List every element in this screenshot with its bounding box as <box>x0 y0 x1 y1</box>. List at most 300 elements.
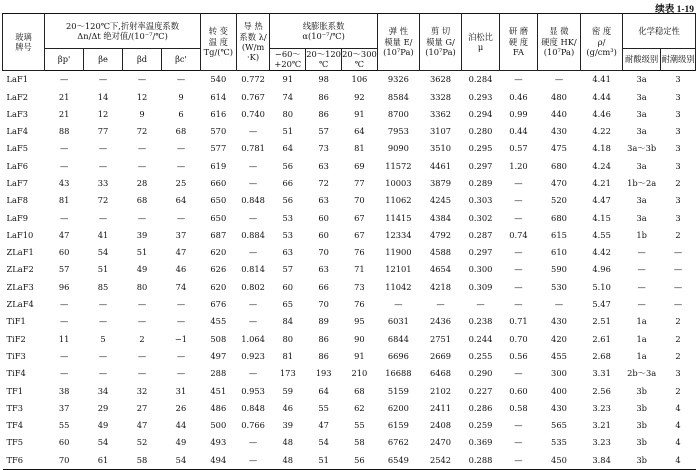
cell-density: 4.46 <box>592 108 611 119</box>
cell-tg: 493 <box>210 437 227 448</box>
cell-beta-d: 28 <box>136 178 148 188</box>
cell-beta-c: — <box>176 350 186 361</box>
cell-micro-hardness: 480 <box>551 91 567 102</box>
col-acid-grade: 耐酸级别 <box>623 49 661 71</box>
cell-beta-c: 26 <box>175 402 187 413</box>
cell-shear-modulus: 6468 <box>429 368 452 379</box>
cell-grade: LaF7 <box>6 178 28 188</box>
cell-humidity-grade: 3 <box>675 126 681 137</box>
cell-alpha-mid: 60 <box>318 212 329 223</box>
cell-shear-modulus: 2102 <box>429 385 452 396</box>
col-poisson: 泊松比 μ <box>462 14 500 71</box>
cell-alpha-low: 46 <box>282 402 294 413</box>
cell-elastic-modulus: 6762 <box>387 437 409 448</box>
cell-shear-modulus: 2470 <box>429 437 452 448</box>
cell-beta-e: — <box>98 212 108 223</box>
table-row <box>3 192 696 209</box>
cell-humidity-grade: 3 <box>675 91 681 102</box>
cell-alpha-mid: 72 <box>318 178 329 188</box>
cell-elastic-modulus: — <box>394 299 403 310</box>
cell-lambda: 0.781 <box>241 143 265 154</box>
cell-beta-p: 55 <box>58 420 70 431</box>
cell-alpha-mid: 60 <box>318 229 329 240</box>
cell-acid-grade: 1a <box>636 350 647 361</box>
cell-beta-e: — <box>98 368 108 379</box>
table-row <box>3 105 696 122</box>
cell-micro-hardness: 530 <box>551 281 567 292</box>
cell-beta-p: 70 <box>45 451 84 469</box>
cell-lambda: 1.064 <box>241 333 265 344</box>
cell-tg: 577 <box>210 143 227 154</box>
cell-beta-p: 43 <box>58 178 70 188</box>
cell-tg: 626 <box>210 264 227 275</box>
cell-beta-p: — <box>59 350 69 361</box>
cell-poisson: 0.286 <box>468 402 493 413</box>
cell-shear-modulus: 2669 <box>429 350 452 361</box>
cell-beta-p: — <box>59 212 69 223</box>
cell-alpha-high: 67 <box>354 229 365 240</box>
cell-beta-c: 9 <box>178 91 184 102</box>
cell-poisson: 0.288 <box>462 451 500 469</box>
cell-alpha-mid: 47 <box>318 420 329 431</box>
cell-abrasion-hardness: 0.71 <box>509 316 528 327</box>
cell-beta-c: 31 <box>175 385 187 396</box>
cell-alpha-mid: 57 <box>318 126 329 137</box>
cell-beta-e: — <box>98 160 108 171</box>
cell-beta-d: 80 <box>136 281 148 292</box>
cell-tg: 570 <box>210 126 227 137</box>
cell-beta-e: — <box>98 299 108 310</box>
col-elastic-modulus: 弹 性 模量 E/ (10⁷Pa) <box>377 14 419 71</box>
col-shear-modulus: 剪 切 模量 G/ (10⁷Pa) <box>419 14 461 71</box>
cell-micro-hardness: 565 <box>551 420 567 431</box>
cell-shear-modulus: 4384 <box>429 212 452 223</box>
cell-grade: LaF2 <box>6 91 28 102</box>
cell-alpha-high: 106 <box>351 74 368 85</box>
cell-micro-hardness: — <box>554 299 564 310</box>
cell-alpha-high: 91 <box>354 108 365 119</box>
cell-alpha-mid: 55 <box>318 402 329 413</box>
cell-beta-c: 68 <box>175 126 187 137</box>
cell-density: 5.47 <box>592 299 611 310</box>
cell-grade: TiF4 <box>6 368 26 379</box>
cell-poisson: 0.280 <box>468 126 493 137</box>
cell-acid-grade: 3a <box>636 160 647 171</box>
cell-beta-c: — <box>176 143 186 154</box>
cell-beta-e: 77 <box>97 126 109 137</box>
col-lambda: 导 热 系数 λ/ (W/m ·K) <box>236 14 270 71</box>
cell-alpha-high: 77 <box>354 178 365 188</box>
cell-beta-d: 2 <box>139 333 145 344</box>
cell-poisson: 0.287 <box>468 229 493 240</box>
cell-tg: 494 <box>200 451 236 469</box>
cell-tg: 497 <box>210 350 227 361</box>
cell-shear-modulus: 4588 <box>429 247 452 258</box>
cell-micro-hardness: 610 <box>551 247 567 258</box>
cell-density: 2.56 <box>592 385 611 396</box>
cell-lambda: — <box>248 160 258 171</box>
cell-abrasion-hardness: 1.20 <box>509 160 528 171</box>
table-row <box>3 313 696 330</box>
cell-lambda: — <box>248 299 258 310</box>
cell-tg: 614 <box>210 91 227 102</box>
cell-beta-p: — <box>59 143 69 154</box>
cell-alpha-low: 64 <box>282 143 294 154</box>
cell-grade: TF6 <box>3 451 45 469</box>
cell-elastic-modulus: 8700 <box>387 108 409 119</box>
cell-beta-d: — <box>137 143 147 154</box>
cell-shear-modulus: 2411 <box>429 402 452 413</box>
cell-density: 4.21 <box>592 178 611 188</box>
cell-acid-grade: 3a <box>636 126 647 137</box>
cell-beta-d: 51 <box>136 247 148 258</box>
cell-humidity-grade: 4 <box>675 402 681 413</box>
cell-alpha-low: 39 <box>282 420 294 431</box>
cell-abrasion-hardness: — <box>514 247 523 258</box>
cell-tg: 620 <box>210 247 227 258</box>
cell-alpha-mid: 86 <box>318 91 329 102</box>
cell-beta-c: 46 <box>175 264 187 275</box>
cell-beta-p: 37 <box>58 402 70 413</box>
cell-tg: 288 <box>210 368 227 379</box>
cell-beta-p: 57 <box>58 264 70 275</box>
cell-beta-c: 25 <box>175 178 187 188</box>
cell-shear-modulus: 3879 <box>429 178 452 188</box>
cell-elastic-modulus: 6549 <box>377 451 419 469</box>
col-alpha-mid: 20～120 ℃ <box>306 49 341 70</box>
cell-micro-hardness: 430 <box>551 126 567 137</box>
cell-alpha-low: 48 <box>282 437 294 448</box>
cell-grade: TF3 <box>6 402 24 413</box>
cell-alpha-mid: 66 <box>318 281 329 292</box>
cell-humidity-grade: 4 <box>675 420 681 431</box>
cell-elastic-modulus: 9326 <box>387 74 409 85</box>
cell-beta-e: 49 <box>97 420 109 431</box>
cell-beta-c: 64 <box>175 195 187 206</box>
cell-alpha-mid: 64 <box>318 385 329 396</box>
cell-tg: 687 <box>210 229 227 240</box>
cell-alpha-mid: 63 <box>318 195 329 206</box>
cell-beta-c: 44 <box>175 420 187 431</box>
table-row <box>3 70 696 88</box>
cell-beta-d: 39 <box>136 229 148 240</box>
cell-beta-d: — <box>137 74 147 85</box>
cell-poisson: 0.259 <box>468 420 493 431</box>
cell-shear-modulus: — <box>436 299 445 310</box>
cell-poisson: 0.293 <box>468 91 493 102</box>
cell-alpha-low: 56 <box>282 160 294 171</box>
cell-alpha-low: 80 <box>282 108 294 119</box>
cell-micro-hardness: 475 <box>551 143 567 154</box>
cell-micro-hardness: 590 <box>551 264 567 275</box>
cell-density: 2.51 <box>592 316 611 327</box>
cell-poisson: 0.244 <box>468 333 493 344</box>
cell-abrasion-hardness: 0.46 <box>509 91 528 102</box>
table-row <box>3 123 696 140</box>
cell-poisson: 0.369 <box>468 437 493 448</box>
table-row <box>3 330 696 347</box>
cell-abrasion-hardness: — <box>514 178 523 188</box>
cell-shear-modulus: 3628 <box>429 74 452 85</box>
cell-humidity-grade: 3 <box>675 368 681 379</box>
cell-alpha-mid: 73 <box>318 143 329 154</box>
cell-micro-hardness: 680 <box>551 212 567 223</box>
table-row <box>3 140 696 157</box>
cell-beta-c: 54 <box>161 451 200 469</box>
cell-poisson: 0.297 <box>468 247 493 258</box>
cell-grade: TiF2 <box>6 333 26 344</box>
cell-shear-modulus: 4218 <box>429 281 452 292</box>
col-density: 密 度 ρ/ (g/cm³) <box>581 14 623 71</box>
cell-abrasion-hardness: — <box>514 281 523 292</box>
cell-beta-p: 11 <box>58 333 70 344</box>
cell-abrasion-hardness: 0.99 <box>509 108 528 119</box>
cell-beta-p: 38 <box>58 385 70 396</box>
cell-poisson: 0.303 <box>468 195 493 206</box>
cell-tg: 508 <box>210 333 227 344</box>
cell-grade: TF4 <box>6 420 24 431</box>
cell-density: 4.41 <box>592 74 611 85</box>
cell-micro-hardness: 420 <box>551 333 567 344</box>
cell-lambda: — <box>248 178 258 188</box>
cell-density: 4.55 <box>592 229 611 240</box>
cell-alpha-low: 80 <box>282 333 294 344</box>
cell-density: 3.23 <box>592 402 611 413</box>
cell-lambda: — <box>248 247 258 258</box>
cell-alpha-mid: 51 <box>306 451 342 469</box>
cell-elastic-modulus: 9090 <box>387 143 409 154</box>
cell-shear-modulus: 2751 <box>429 333 452 344</box>
cell-lambda: 0.740 <box>241 108 265 119</box>
cell-beta-c: — <box>176 74 186 85</box>
cell-elastic-modulus: 6200 <box>387 402 409 413</box>
cell-beta-p: 21 <box>58 108 70 119</box>
cell-humidity-grade: 3 <box>675 160 681 171</box>
cell-density: 4.42 <box>592 247 611 258</box>
cell-beta-c: −1 <box>174 333 188 344</box>
cell-elastic-modulus: 5159 <box>387 385 409 396</box>
col-abrasion-hardness: 研 磨 硬 度 FA <box>499 14 537 71</box>
cell-elastic-modulus: 11572 <box>385 160 412 171</box>
cell-humidity-grade: 3 <box>675 195 681 206</box>
cell-beta-d: — <box>137 368 147 379</box>
cell-abrasion-hardness: 0.58 <box>509 402 528 413</box>
col-group-refractive-temp: 20～120℃下,折射率温度系数 Δn/Δt 绝对值/(10⁻⁷/℃) <box>45 14 201 49</box>
cell-alpha-high: 70 <box>354 195 365 206</box>
cell-humidity-grade: 2 <box>675 178 681 188</box>
cell-lambda: 0.953 <box>241 385 265 396</box>
cell-beta-p: — <box>59 160 69 171</box>
cell-alpha-high: 76 <box>354 247 365 258</box>
cell-micro-hardness: 400 <box>551 385 567 396</box>
cell-beta-d: 68 <box>136 195 148 206</box>
cell-beta-e: 29 <box>97 402 109 413</box>
cell-beta-e: — <box>98 350 108 361</box>
table-row <box>3 451 696 469</box>
cell-humidity-grade: 4 <box>675 437 681 448</box>
cell-shear-modulus: 4792 <box>429 229 452 240</box>
cell-beta-e: 61 <box>84 451 123 469</box>
col-beta-c: βc' <box>161 49 200 71</box>
cell-beta-e: — <box>98 316 108 327</box>
table-row <box>3 175 696 192</box>
cell-acid-grade: — <box>637 264 646 275</box>
cell-elastic-modulus: 8584 <box>387 91 409 102</box>
cell-beta-p: — <box>59 299 69 310</box>
cell-poisson: 0.255 <box>468 350 493 361</box>
cell-beta-e: 41 <box>97 229 109 240</box>
cell-beta-e: 14 <box>97 91 109 102</box>
cell-humidity-grade: — <box>673 281 683 292</box>
cell-beta-e: — <box>98 143 108 154</box>
cell-grade: LaF8 <box>6 195 28 206</box>
cell-lambda: 0.802 <box>241 281 265 292</box>
cell-beta-d: — <box>137 160 147 171</box>
cell-micro-hardness: 680 <box>551 160 567 171</box>
cell-shear-modulus: 2542 <box>419 451 461 469</box>
cell-density: 2.68 <box>592 350 611 361</box>
cell-elastic-modulus: 7953 <box>387 126 409 137</box>
col-grade: 玻璃 牌号 <box>3 14 45 71</box>
cell-beta-e: — <box>98 74 108 85</box>
table-row <box>3 278 696 295</box>
cell-beta-c: — <box>176 160 186 171</box>
cell-acid-grade: 3b <box>623 451 661 469</box>
cell-abrasion-hardness: — <box>514 264 523 275</box>
cell-lambda: 0.848 <box>241 195 265 206</box>
cell-abrasion-hardness: — <box>514 299 523 310</box>
cell-micro-hardness: 430 <box>551 316 567 327</box>
cell-beta-e: 72 <box>97 195 109 206</box>
cell-alpha-mid: 70 <box>318 247 329 258</box>
cell-micro-hardness: 535 <box>551 437 567 448</box>
cell-elastic-modulus: 6159 <box>387 420 409 431</box>
cell-tg: 500 <box>210 420 227 431</box>
cell-humidity-grade: 3 <box>675 108 681 119</box>
cell-alpha-low: 91 <box>282 74 294 85</box>
cell-lambda: 0.923 <box>241 350 265 361</box>
cell-humidity-grade: 3 <box>675 143 681 154</box>
cell-grade: TF5 <box>6 437 24 448</box>
cell-alpha-low: 56 <box>282 195 294 206</box>
cell-alpha-low: 59 <box>282 385 294 396</box>
cell-beta-d: — <box>137 212 147 223</box>
cell-beta-p: 88 <box>58 126 70 137</box>
cell-alpha-high: 73 <box>354 281 365 292</box>
col-alpha-high: 20～300 ℃ <box>342 49 377 70</box>
cell-alpha-high: 64 <box>354 126 365 137</box>
cell-tg: 650 <box>210 195 227 206</box>
cell-poisson: 0.290 <box>468 368 493 379</box>
cell-grade: LaF5 <box>6 143 28 154</box>
cell-lambda: — <box>248 316 258 327</box>
cell-acid-grade: 3b <box>636 385 647 396</box>
cell-beta-d: — <box>137 299 147 310</box>
cell-alpha-high: 62 <box>354 402 365 413</box>
cell-beta-p: 21 <box>58 91 70 102</box>
cell-elastic-modulus: 10003 <box>385 178 412 188</box>
cell-beta-e: 85 <box>97 281 109 292</box>
cell-micro-hardness: 430 <box>551 402 567 413</box>
table-row <box>3 434 696 451</box>
cell-poisson: 0.294 <box>468 108 493 119</box>
cell-beta-c: 74 <box>175 281 187 292</box>
cell-alpha-low: 84 <box>282 316 294 327</box>
cell-abrasion-hardness: 0.57 <box>509 143 528 154</box>
cell-beta-d: 72 <box>136 126 148 137</box>
cell-beta-c: — <box>176 212 186 223</box>
cell-grade: TiF1 <box>6 316 26 327</box>
cell-acid-grade: — <box>637 281 646 292</box>
cell-alpha-high: 69 <box>354 160 365 171</box>
cell-humidity-grade: 2 <box>675 333 681 344</box>
table-row <box>3 417 696 434</box>
cell-humidity-grade: 2 <box>675 229 681 240</box>
cell-elastic-modulus: 12101 <box>385 264 412 275</box>
cell-humidity-grade: 2 <box>675 385 681 396</box>
cell-beta-c: — <box>176 368 186 379</box>
cell-alpha-mid: 89 <box>318 316 329 327</box>
cell-humidity-grade: — <box>673 247 683 258</box>
cell-alpha-high: 90 <box>354 333 365 344</box>
cell-grade: LaF9 <box>6 212 28 223</box>
cell-beta-d: 12 <box>136 91 148 102</box>
cell-acid-grade: 1b～2a <box>627 178 657 188</box>
cell-tg: 620 <box>210 281 227 292</box>
cell-lambda: 0.772 <box>241 74 265 85</box>
cell-alpha-mid: 86 <box>318 333 329 344</box>
cell-beta-d: 49 <box>136 264 148 275</box>
cell-humidity-grade: 3 <box>675 212 681 223</box>
cell-beta-d: 9 <box>139 108 145 119</box>
cell-abrasion-hardness: — <box>514 195 523 206</box>
cell-alpha-high: 95 <box>354 316 365 327</box>
cell-alpha-high: 92 <box>354 91 365 102</box>
cell-alpha-mid: 63 <box>318 160 329 171</box>
cell-alpha-low: 173 <box>279 368 296 379</box>
cell-alpha-high: 56 <box>342 451 378 469</box>
cell-grade: TiF3 <box>6 350 26 361</box>
cell-alpha-low: 74 <box>282 91 294 102</box>
cell-alpha-high: 58 <box>354 437 365 448</box>
cell-elastic-modulus: 6031 <box>387 316 409 327</box>
table-row <box>3 347 696 364</box>
cell-beta-e: 12 <box>97 108 109 119</box>
cell-lambda: 0.767 <box>241 91 265 102</box>
cell-elastic-modulus: 11415 <box>385 212 412 223</box>
cell-micro-hardness: 470 <box>551 178 567 188</box>
cell-alpha-low: 65 <box>282 299 294 310</box>
cell-abrasion-hardness: — <box>514 74 523 85</box>
cell-beta-p: 47 <box>58 229 70 240</box>
cell-micro-hardness: 455 <box>551 350 567 361</box>
cell-density: 4.15 <box>592 212 611 223</box>
cell-abrasion-hardness: — <box>514 420 523 431</box>
cell-beta-d: — <box>137 350 147 361</box>
col-humidity-grade: 耐潮级别 <box>661 49 696 71</box>
cell-density: 4.18 <box>592 143 611 154</box>
table-row <box>3 399 696 416</box>
table-row <box>3 226 696 243</box>
cell-abrasion-hardness: 0.44 <box>509 126 528 137</box>
cell-beta-p: — <box>59 316 69 327</box>
glass-properties-table <box>2 13 696 470</box>
cell-elastic-modulus: 16688 <box>385 368 412 379</box>
cell-micro-hardness: 520 <box>551 195 567 206</box>
cell-poisson: 0.309 <box>468 281 493 292</box>
cell-shear-modulus: 4245 <box>429 195 452 206</box>
cell-alpha-mid: 86 <box>318 108 329 119</box>
